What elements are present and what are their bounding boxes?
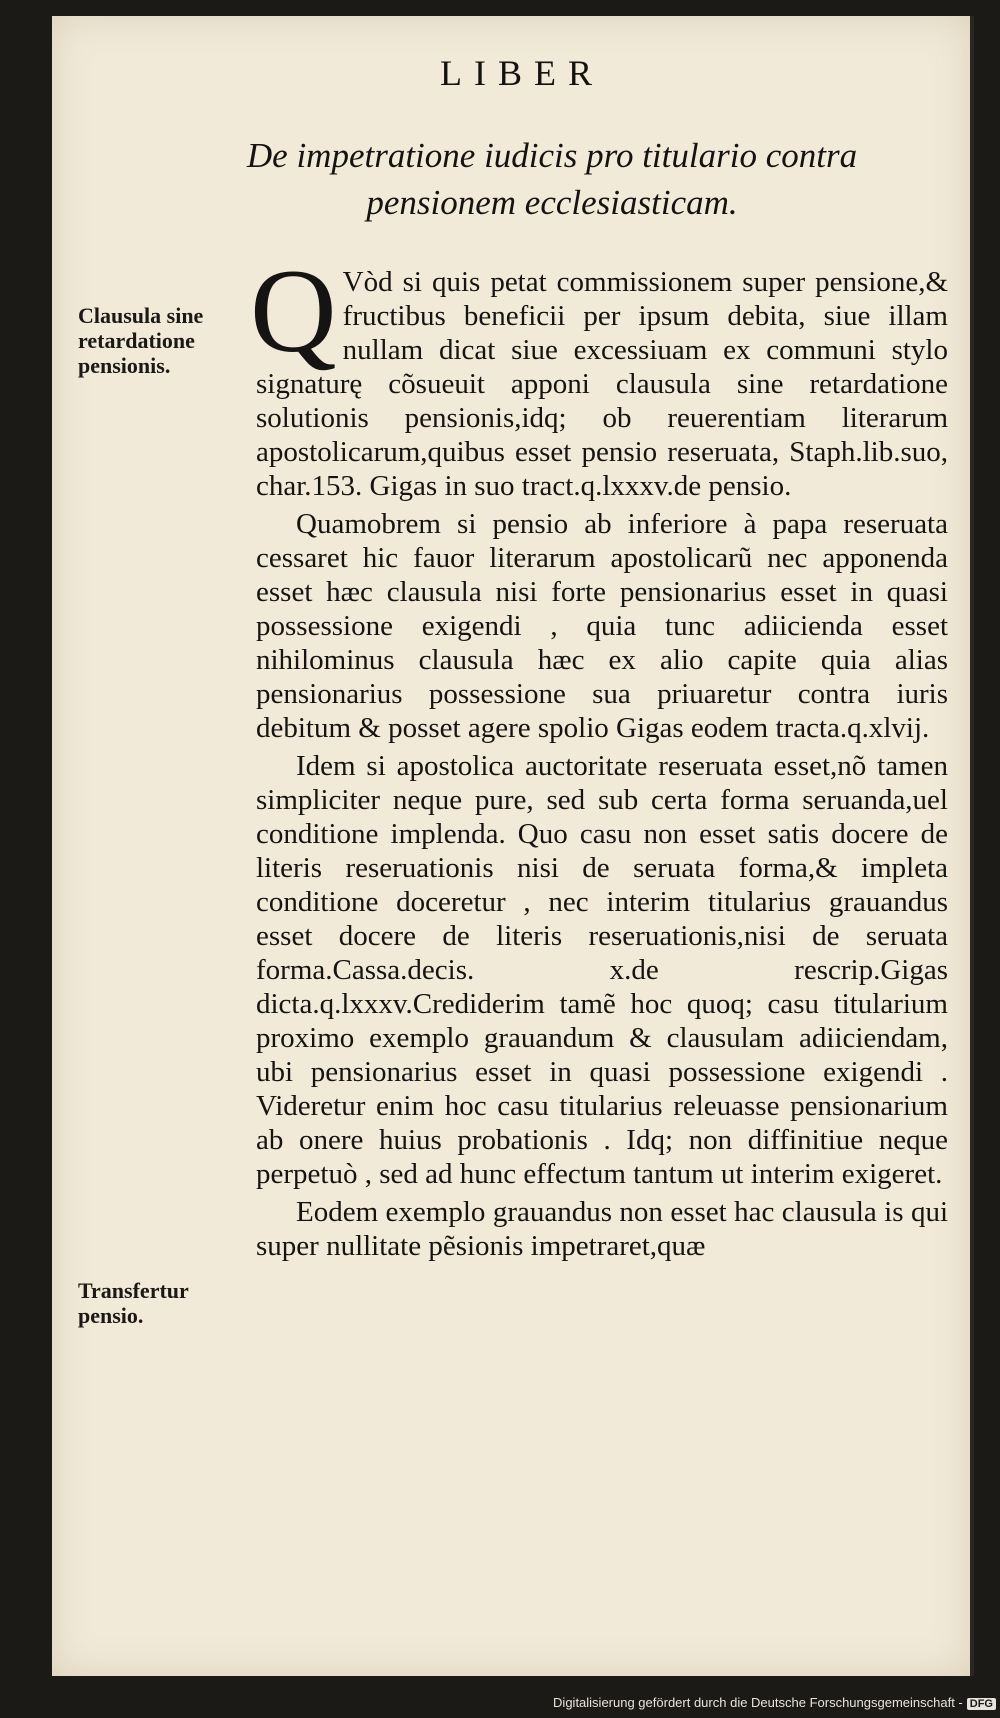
paragraph-1 <box>250 244 948 503</box>
paragraph-3: Idem si apostolica auctoritate reseruata esset,nõ tamen simpliciter neque pure, sed sub certa forma seruanda,uel conditione implenda. Quo casu non esset satis docere de literis reseruationis nisi de seruata forma,& impleta conditione doceretur , nec interim titularius grauandus esset docere de literis reseruationis,nisi de seruata forma.Cassa.decis. x.de rescrip.Gigas dicta.q.lxxxv.Crediderim tamẽ hoc quoq; casu titularium proximo exemplo grauandum & clausulam adiiciendam, ubi pensionarius esset in quasi possessione exigendi . Videretur enim hoc casu titularius releuasse pensionarium ab onere huius probationis . Idq; non diffinitiue neque perpetuò , sed ad hunc effectum tantum ut interim exigeret. <box>256 750 948 1190</box>
paragraph-1-text: Vòd si quis petat commissionem super pensione,& fructibus beneficii per ipsum debita, siue illam nullam dicat siue excessiuam ex communi stylo signaturę cõsueuit apponi clausula sine retardatione solutionis pensionis,idq; ob reuerentiam literarum apostolicarum,quibus esset pensio reseruata, Staph.lib.suo, char.153. Gigas in suo tract.q.lxxxv.de pensio. <box>256 266 948 502</box>
paragraph-2: Quamobrem si pensio ab inferiore à papa reseruata cessaret hic fauor literarum apostolicarũ nec apponenda esset hæc clausula nisi forte pensionarius esset in quasi possessione exigendi , quia tunc adiicienda esset nihilominus clausula hæc ex alio capite quia alias pensionarius possessione sua priuaretur contra iuris debitum & posset agere spolio Gigas eodem tracta.q.xlvij. <box>256 508 948 744</box>
section-title: De impetratione iudicis pro titulario contra pensionem ecclesiasticam. <box>246 136 858 222</box>
paragraph-4: Eodem exemplo grauandus non esset hac clausula is qui super nullitate pẽsionis impetraret,quæ <box>256 1196 948 1262</box>
running-head: LIBER <box>440 53 604 93</box>
digitization-credit <box>553 1695 996 1710</box>
drop-cap: Q <box>250 244 337 377</box>
dfg-logo: DFG <box>967 1698 996 1710</box>
credit-text: Digitalisierung gefördert durch die Deutsche Forschungsgemeinschaft - <box>553 1695 963 1710</box>
margin-note-transfertur: Transfertur pensio. <box>78 1278 189 1328</box>
margin-note-clausula: Clausula sine retardatione pensionis. <box>78 303 204 378</box>
body-text <box>250 244 948 1267</box>
